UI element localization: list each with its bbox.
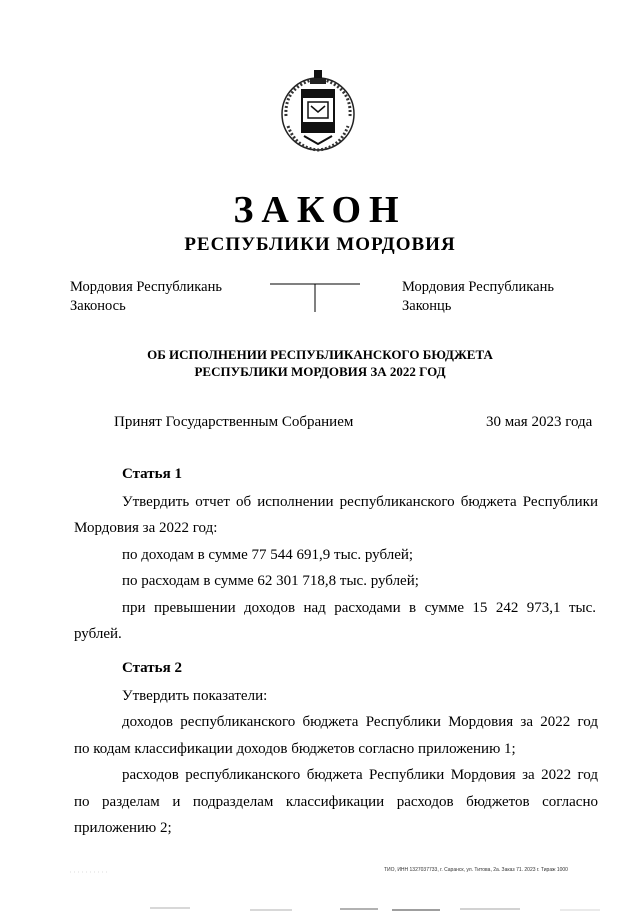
erzya-title-right-line2: Законць xyxy=(402,298,452,314)
registration-mark-divider xyxy=(268,280,362,314)
article-2-line: доходов республиканского бюджета Республики Мордовия за 2022 год xyxy=(122,714,598,730)
moksha-title-left xyxy=(70,278,222,316)
article-1-line: Мордовия за 2022 год: xyxy=(74,520,218,536)
law-heading xyxy=(0,346,640,380)
article-1-line: при превышении доходов над расходами в сумме 15 242 973,1 тыс. xyxy=(122,600,596,616)
erzya-title-right xyxy=(402,278,554,316)
article-1-line: по расходам в сумме 62 301 718,8 тыс. рублей; xyxy=(122,573,419,589)
article-1-line: рублей. xyxy=(74,626,122,642)
article-2-title: Статья 2 xyxy=(122,660,182,676)
article-1-title: Статья 1 xyxy=(122,466,182,482)
law-subtitle: РЕСПУБЛИКИ МОРДОВИЯ xyxy=(184,234,456,255)
law-heading-line2: РЕСПУБЛИКИ МОРДОВИЯ ЗА 2022 ГОД xyxy=(194,364,446,379)
moksha-title-left-line2: Законось xyxy=(70,298,126,314)
article-2-line: расходов республиканского бюджета Республики Мордовия за 2022 год xyxy=(122,767,598,783)
erzya-title-right-line1: Мордовия Республикань xyxy=(402,279,554,295)
article-1-line: Утвердить отчет об исполнении республиканского бюджета Республики xyxy=(122,494,598,510)
printing-imprint: ТИО, ИНН 1327037733, г. Саранск, ул. Титова, 2а. Заказ 71. 2023 г. Тираж 1000 xyxy=(384,867,568,873)
scan-artifacts xyxy=(0,860,640,912)
article-1-line: по доходам в сумме 77 544 691,9 тыс. рублей; xyxy=(122,547,414,563)
adopted-by: Принят Государственным Собранием xyxy=(114,414,354,430)
article-2-line: Утвердить показатели: xyxy=(122,688,268,704)
article-2-line: по кодам классификации доходов бюджетов согласно приложению 1; xyxy=(74,741,516,757)
law-heading-line1: ОБ ИСПОЛНЕНИИ РЕСПУБЛИКАНСКОГО БЮДЖЕТА xyxy=(147,347,493,362)
article-2-line: приложению 2; xyxy=(74,820,172,836)
adopted-date: 30 мая 2023 года xyxy=(486,414,593,430)
coat-of-arms-emblem xyxy=(276,66,360,154)
law-title: ЗАКОН xyxy=(233,189,407,231)
moksha-title-left-line1: Мордовия Республикань xyxy=(70,279,222,295)
article-2-line: по разделам и подразделам классификации расходов бюджетов согласно xyxy=(74,794,598,810)
